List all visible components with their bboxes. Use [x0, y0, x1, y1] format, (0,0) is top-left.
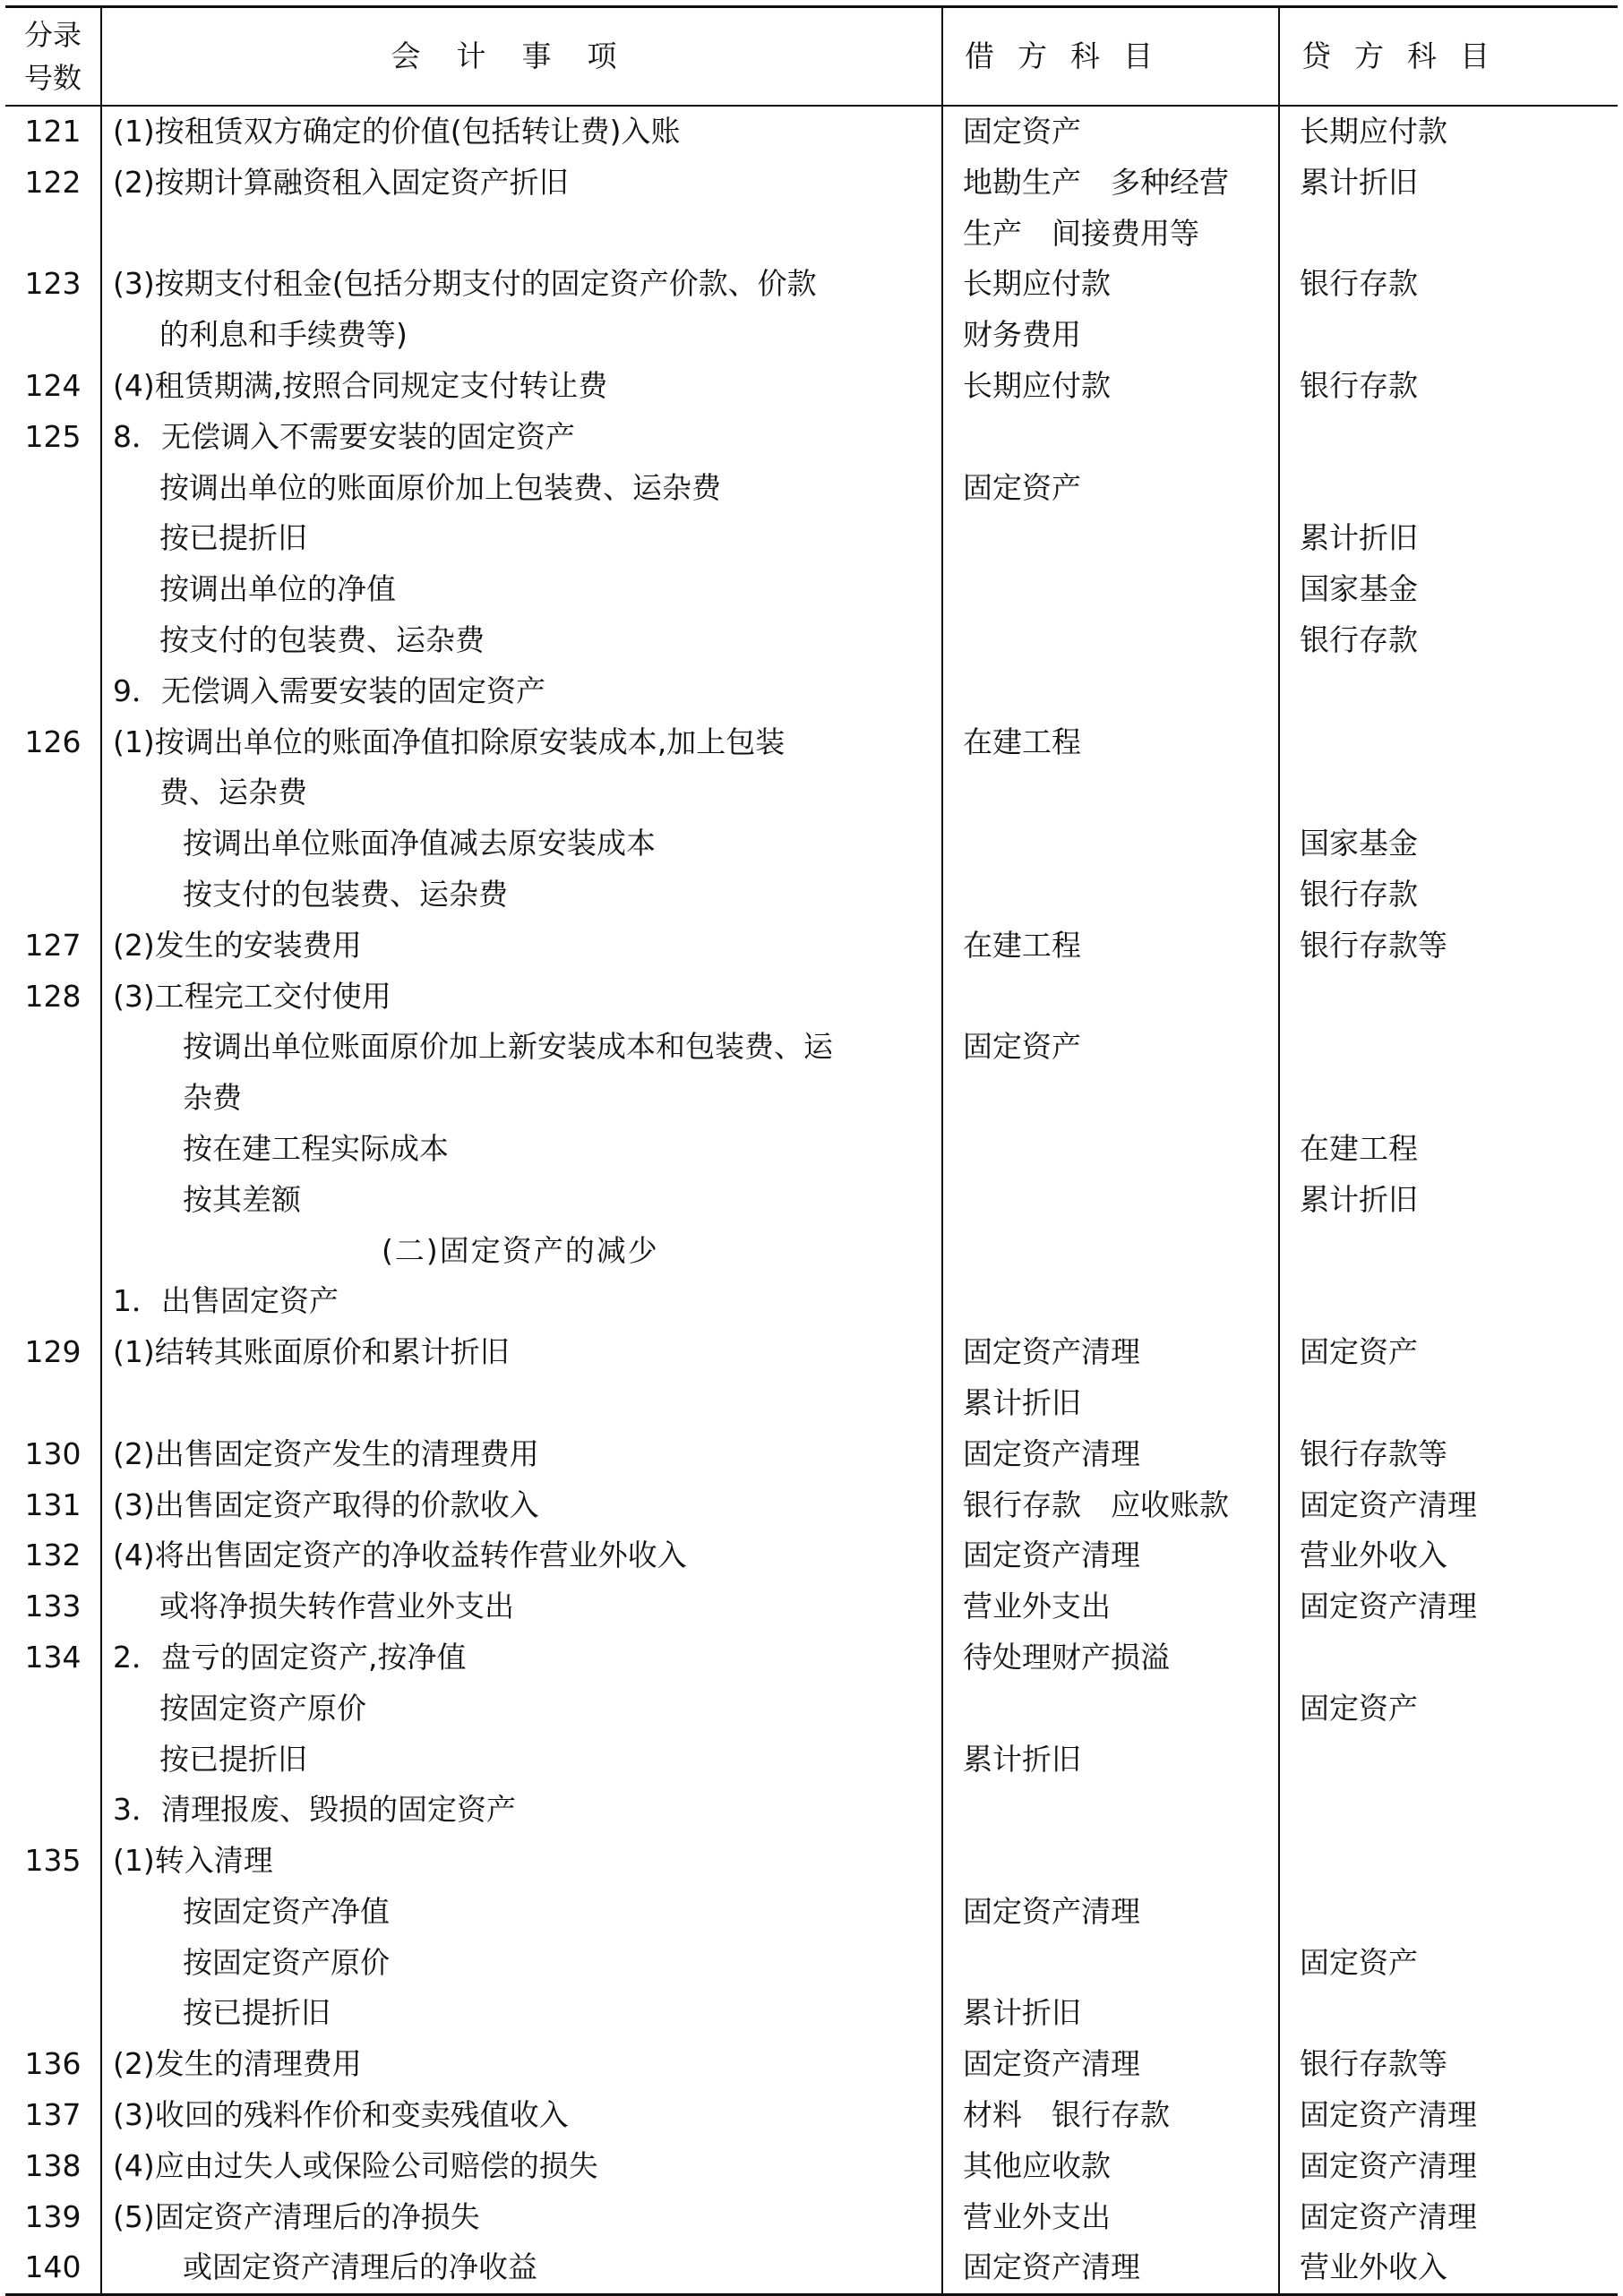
table-row — [5, 2090, 1618, 2141]
entry-number: 121 — [24, 114, 82, 149]
item-text: 或将净损失转作营业外支出 — [159, 1589, 514, 1624]
credit-account — [1279, 1988, 1618, 2039]
accounting-item — [101, 1530, 942, 1581]
credit-account: 固定资产清理 — [1279, 2192, 1618, 2243]
credit-account: 银行存款 — [1279, 361, 1618, 412]
debit-account — [942, 818, 1279, 870]
table-row — [5, 1276, 1618, 1327]
debit-account — [942, 1683, 1279, 1735]
credit-account: 固定资产清理 — [1279, 2141, 1618, 2192]
table-row — [5, 767, 1618, 818]
entry-number: 129 — [24, 1334, 82, 1370]
debit-account: 在建工程 — [942, 717, 1279, 768]
entry-number — [5, 1988, 101, 2039]
entry-number: 128 — [24, 978, 82, 1014]
item-text: (3)工程完工交付使用 — [113, 978, 391, 1014]
entry-number — [5, 513, 101, 564]
header-entry-number-line2: 号数 — [23, 61, 82, 95]
entry-number — [5, 666, 101, 717]
accounting-item — [101, 921, 942, 972]
credit-account: 固定资产清理 — [1279, 1581, 1618, 1632]
accounting-item — [101, 1988, 942, 2039]
credit-account: 营业外收入 — [1279, 2242, 1618, 2294]
entry-number: 140 — [24, 2249, 82, 2285]
debit-account — [942, 1785, 1279, 1836]
item-text: (3)收回的残料作价和变卖残值收入 — [113, 2097, 569, 2133]
header-debit-account: 借方科目 — [942, 7, 1279, 107]
table-row — [5, 1530, 1618, 1581]
credit-account — [1279, 463, 1618, 514]
debit-account — [942, 1175, 1279, 1226]
credit-account: 固定资产 — [1279, 1938, 1618, 1989]
entry-number — [5, 615, 101, 666]
credit-account: 银行存款等 — [1279, 1429, 1618, 1480]
accounting-item — [101, 1785, 942, 1836]
table-row — [5, 1735, 1618, 1786]
accounting-item — [101, 106, 942, 158]
header-row — [5, 7, 1618, 107]
item-text: (2)发生的清理费用 — [113, 2046, 362, 2082]
debit-account: 固定资产清理 — [942, 1429, 1279, 1480]
debit-account: 银行存款 应收账款 — [942, 1480, 1279, 1531]
debit-account — [942, 1073, 1279, 1124]
debit-account: 在建工程 — [942, 921, 1279, 972]
credit-account — [1279, 1378, 1618, 1429]
table-row — [5, 2039, 1618, 2090]
credit-account — [1279, 972, 1618, 1023]
entry-number: 135 — [24, 1843, 82, 1879]
table-row — [5, 513, 1618, 564]
entry-number — [5, 1378, 101, 1429]
journal-entry-table — [5, 5, 1618, 2296]
table-row — [5, 564, 1618, 615]
item-text: (1)结转其账面原价和累计折旧 — [113, 1334, 510, 1370]
item-text: (1)按调出单位的账面净值扣除原安装成本,加上包装 — [113, 724, 786, 759]
table-row — [5, 1073, 1618, 1124]
accounting-item — [101, 666, 942, 717]
accounting-item — [101, 1429, 942, 1480]
entry-number — [5, 463, 101, 514]
entry-number: 122 — [24, 164, 82, 200]
table-row — [5, 1327, 1618, 1378]
debit-account: 累计折旧 — [942, 1735, 1279, 1786]
table-row — [5, 1480, 1618, 1531]
entry-number: 138 — [24, 2147, 82, 2183]
entry-number: 137 — [24, 2097, 82, 2133]
table-row — [5, 2192, 1618, 2243]
table-row — [5, 921, 1618, 972]
entry-number — [5, 1124, 101, 1175]
accounting-item — [101, 1480, 942, 1531]
debit-account — [942, 615, 1279, 666]
entry-number: 139 — [24, 2198, 82, 2234]
debit-account — [942, 1226, 1279, 1277]
debit-account — [942, 1938, 1279, 1989]
item-text: (4)租赁期满,按照合同规定支付转让费 — [113, 367, 608, 403]
table-row — [5, 1022, 1618, 1073]
credit-account — [1279, 1276, 1618, 1327]
entry-number — [5, 1073, 101, 1124]
debit-account — [942, 564, 1279, 615]
item-text: 按固定资产原价 — [159, 1690, 366, 1726]
entry-number — [5, 564, 101, 615]
table-row — [5, 1836, 1618, 1887]
debit-account: 固定资产清理 — [942, 2039, 1279, 2090]
item-text: 按支付的包装费、运杂费 — [183, 876, 508, 912]
entry-number — [5, 310, 101, 361]
table-row — [5, 1988, 1618, 2039]
debit-account — [942, 767, 1279, 818]
accounting-item — [101, 1887, 942, 1938]
section-heading: (二)固定资产的减少 — [382, 1232, 659, 1268]
debit-account: 长期应付款 — [942, 361, 1279, 412]
debit-account: 固定资产清理 — [942, 1887, 1279, 1938]
debit-account: 固定资产 — [942, 1022, 1279, 1073]
debit-account: 材料 银行存款 — [942, 2090, 1279, 2141]
entry-number — [5, 1226, 101, 1277]
accounting-item — [101, 1073, 942, 1124]
credit-account: 固定资产清理 — [1279, 2090, 1618, 2141]
debit-account: 固定资产 — [942, 106, 1279, 158]
entry-number — [5, 1022, 101, 1073]
item-text: (2)按期计算融资租入固定资产折旧 — [113, 164, 569, 200]
debit-account: 固定资产清理 — [942, 1327, 1279, 1378]
accounting-item — [101, 2090, 942, 2141]
item-text: 按调出单位账面净值减去原安装成本 — [183, 826, 656, 861]
accounting-item — [101, 2141, 942, 2192]
item-text: 或固定资产清理后的净收益 — [183, 2249, 537, 2285]
debit-account — [942, 666, 1279, 717]
entry-number: 127 — [24, 927, 82, 963]
table-row — [5, 1785, 1618, 1836]
header-entry-number-line1: 分录 — [23, 18, 82, 52]
accounting-item — [101, 1226, 942, 1277]
credit-account: 银行存款等 — [1279, 2039, 1618, 2090]
item-text: 按已提折旧 — [159, 520, 307, 556]
accounting-item — [101, 1735, 942, 1786]
item-text: (1)按租赁双方确定的价值(包括转让费)入账 — [113, 114, 681, 149]
credit-account — [1279, 666, 1618, 717]
table-row — [5, 158, 1618, 209]
accounting-item — [101, 564, 942, 615]
credit-account — [1279, 1785, 1618, 1836]
table-row — [5, 972, 1618, 1023]
item-text: 杂费 — [183, 1080, 242, 1116]
item-text: 2．盘亏的固定资产,按净值 — [113, 1639, 467, 1675]
accounting-item — [101, 972, 942, 1023]
entry-number — [5, 1276, 101, 1327]
item-text: 8．无偿调入不需要安装的固定资产 — [113, 418, 575, 454]
table-row — [5, 1175, 1618, 1226]
entry-number: 130 — [24, 1435, 82, 1471]
table-row — [5, 717, 1618, 768]
accounting-item — [101, 1836, 942, 1887]
item-text: (2)发生的安装费用 — [113, 927, 362, 963]
debit-account — [942, 1124, 1279, 1175]
entry-number: 124 — [24, 367, 82, 403]
entry-number — [5, 767, 101, 818]
accounting-item — [101, 158, 942, 209]
item-text: (4)应由过失人或保险公司赔偿的损失 — [113, 2147, 598, 2183]
accounting-item — [101, 1327, 942, 1378]
accounting-item — [101, 2039, 942, 2090]
item-text: (2)出售固定资产发生的清理费用 — [113, 1435, 539, 1471]
debit-account: 营业外支出 — [942, 1581, 1279, 1632]
credit-account — [1279, 1226, 1618, 1277]
accounting-item — [101, 717, 942, 768]
item-text: 按调出单位账面原价加上新安装成本和包装费、运 — [183, 1029, 833, 1065]
entry-number: 132 — [24, 1538, 82, 1573]
entry-number — [5, 1735, 101, 1786]
item-text: 按在建工程实际成本 — [183, 1130, 449, 1166]
credit-account — [1279, 1836, 1618, 1887]
table-row — [5, 361, 1618, 412]
item-text: 9．无偿调入需要安装的固定资产 — [113, 673, 545, 708]
credit-account — [1279, 717, 1618, 768]
credit-account: 国家基金 — [1279, 564, 1618, 615]
credit-account: 固定资产 — [1279, 1683, 1618, 1735]
credit-account: 银行存款 — [1279, 615, 1618, 666]
table-row — [5, 1683, 1618, 1735]
credit-account — [1279, 209, 1618, 260]
credit-account: 银行存款 — [1279, 870, 1618, 921]
credit-account: 累计折旧 — [1279, 158, 1618, 209]
table-row — [5, 818, 1618, 870]
item-text: 按其差额 — [183, 1181, 301, 1217]
entry-number: 125 — [24, 418, 82, 454]
item-text: 的利息和手续费等) — [159, 317, 408, 353]
credit-account: 在建工程 — [1279, 1124, 1618, 1175]
accounting-item — [101, 1124, 942, 1175]
table-row — [5, 106, 1618, 158]
debit-account — [942, 1836, 1279, 1887]
accounting-item — [101, 1938, 942, 1989]
entry-number — [5, 1938, 101, 1989]
credit-account — [1279, 1073, 1618, 1124]
accounting-item — [101, 2242, 942, 2294]
accounting-item — [101, 767, 942, 818]
accounting-item — [101, 513, 942, 564]
credit-account: 长期应付款 — [1279, 106, 1618, 158]
table-row — [5, 1887, 1618, 1938]
debit-account: 生产 间接费用等 — [942, 209, 1279, 260]
item-text: 费、运杂费 — [159, 775, 307, 810]
debit-account: 固定资产 — [942, 463, 1279, 514]
accounting-item — [101, 1378, 942, 1429]
item-text: (3)出售固定资产取得的价款收入 — [113, 1486, 539, 1522]
credit-account: 银行存款等 — [1279, 921, 1618, 972]
table-row — [5, 1581, 1618, 1632]
debit-account: 待处理财产损溢 — [942, 1632, 1279, 1683]
debit-account — [942, 412, 1279, 463]
item-text: (1)转入清理 — [113, 1843, 273, 1879]
accounting-item — [101, 615, 942, 666]
credit-account: 国家基金 — [1279, 818, 1618, 870]
entry-number — [5, 1887, 101, 1938]
table-row — [5, 1429, 1618, 1480]
accounting-item — [101, 1022, 942, 1073]
entry-number: 126 — [24, 724, 82, 759]
table-row — [5, 1938, 1618, 1989]
item-text: 按支付的包装费、运杂费 — [159, 621, 485, 657]
credit-account — [1279, 1887, 1618, 1938]
accounting-item — [101, 259, 942, 310]
item-text: 3．清理报废、毁损的固定资产 — [113, 1792, 516, 1828]
table-row — [5, 209, 1618, 260]
table-row — [5, 310, 1618, 361]
item-text: 按固定资产原价 — [183, 1944, 390, 1980]
item-text: 1．出售固定资产 — [113, 1283, 339, 1319]
accounting-item — [101, 1683, 942, 1735]
header-accounting-item: 会计事项 — [101, 7, 942, 107]
entry-number — [5, 1683, 101, 1735]
debit-account: 固定资产清理 — [942, 1530, 1279, 1581]
accounting-item — [101, 310, 942, 361]
entry-number: 134 — [24, 1639, 82, 1675]
credit-account — [1279, 310, 1618, 361]
entry-number: 133 — [24, 1589, 82, 1624]
debit-account: 地勘生产 多种经营 — [942, 158, 1279, 209]
credit-account — [1279, 1022, 1618, 1073]
debit-account: 累计折旧 — [942, 1378, 1279, 1429]
item-text: (4)将出售固定资产的净收益转作营业外收入 — [113, 1538, 687, 1573]
accounting-item — [101, 1276, 942, 1327]
item-text: 按调出单位的净值 — [159, 571, 396, 607]
table-row — [5, 412, 1618, 463]
credit-account — [1279, 767, 1618, 818]
credit-account — [1279, 1735, 1618, 1786]
table-row — [5, 666, 1618, 717]
accounting-item — [101, 463, 942, 514]
credit-account: 银行存款 — [1279, 259, 1618, 310]
accounting-item — [101, 412, 942, 463]
credit-account: 营业外收入 — [1279, 1530, 1618, 1581]
table-row — [5, 2141, 1618, 2192]
debit-account: 固定资产清理 — [942, 2242, 1279, 2294]
entry-number — [5, 209, 101, 260]
item-text: 按调出单位的账面原价加上包装费、运杂费 — [159, 469, 721, 505]
table-row — [5, 463, 1618, 514]
item-text: (3)按期支付租金(包括分期支付的固定资产价款、价款 — [113, 266, 817, 302]
item-text: (5)固定资产清理后的净损失 — [113, 2198, 480, 2234]
table-row — [5, 615, 1618, 666]
accounting-item — [101, 818, 942, 870]
entry-number — [5, 870, 101, 921]
debit-account — [942, 870, 1279, 921]
section-heading-row — [5, 1226, 1618, 1277]
table-row — [5, 1124, 1618, 1175]
debit-account — [942, 513, 1279, 564]
accounting-item — [101, 2192, 942, 2243]
item-text: 按固定资产净值 — [183, 1893, 390, 1929]
item-text: 按已提折旧 — [183, 1995, 331, 2031]
entry-number — [5, 1175, 101, 1226]
header-entry-number — [5, 7, 101, 107]
accounting-item — [101, 209, 942, 260]
accounting-item — [101, 1175, 942, 1226]
debit-account: 财务费用 — [942, 310, 1279, 361]
debit-account — [942, 972, 1279, 1023]
credit-account: 固定资产清理 — [1279, 1480, 1618, 1531]
entry-number: 123 — [24, 266, 82, 302]
accounting-item — [101, 870, 942, 921]
accounting-item — [101, 1581, 942, 1632]
table-row — [5, 1632, 1618, 1683]
accounting-item — [101, 361, 942, 412]
entry-number: 136 — [24, 2046, 82, 2082]
credit-account: 固定资产 — [1279, 1327, 1618, 1378]
entry-number: 131 — [24, 1486, 82, 1522]
entry-number — [5, 818, 101, 870]
table-row — [5, 870, 1618, 921]
accounting-item — [101, 1632, 942, 1683]
debit-account: 累计折旧 — [942, 1988, 1279, 2039]
credit-account: 累计折旧 — [1279, 1175, 1618, 1226]
table-row — [5, 259, 1618, 310]
debit-account — [942, 1276, 1279, 1327]
entry-number — [5, 1785, 101, 1836]
debit-account: 营业外支出 — [942, 2192, 1279, 2243]
table-row — [5, 2242, 1618, 2294]
debit-account: 长期应付款 — [942, 259, 1279, 310]
header-credit-account: 贷方科目 — [1279, 7, 1618, 107]
debit-account: 其他应收款 — [942, 2141, 1279, 2192]
credit-account — [1279, 1632, 1618, 1683]
credit-account: 累计折旧 — [1279, 513, 1618, 564]
credit-account — [1279, 412, 1618, 463]
item-text: 按已提折旧 — [159, 1741, 307, 1777]
table-row — [5, 1378, 1618, 1429]
